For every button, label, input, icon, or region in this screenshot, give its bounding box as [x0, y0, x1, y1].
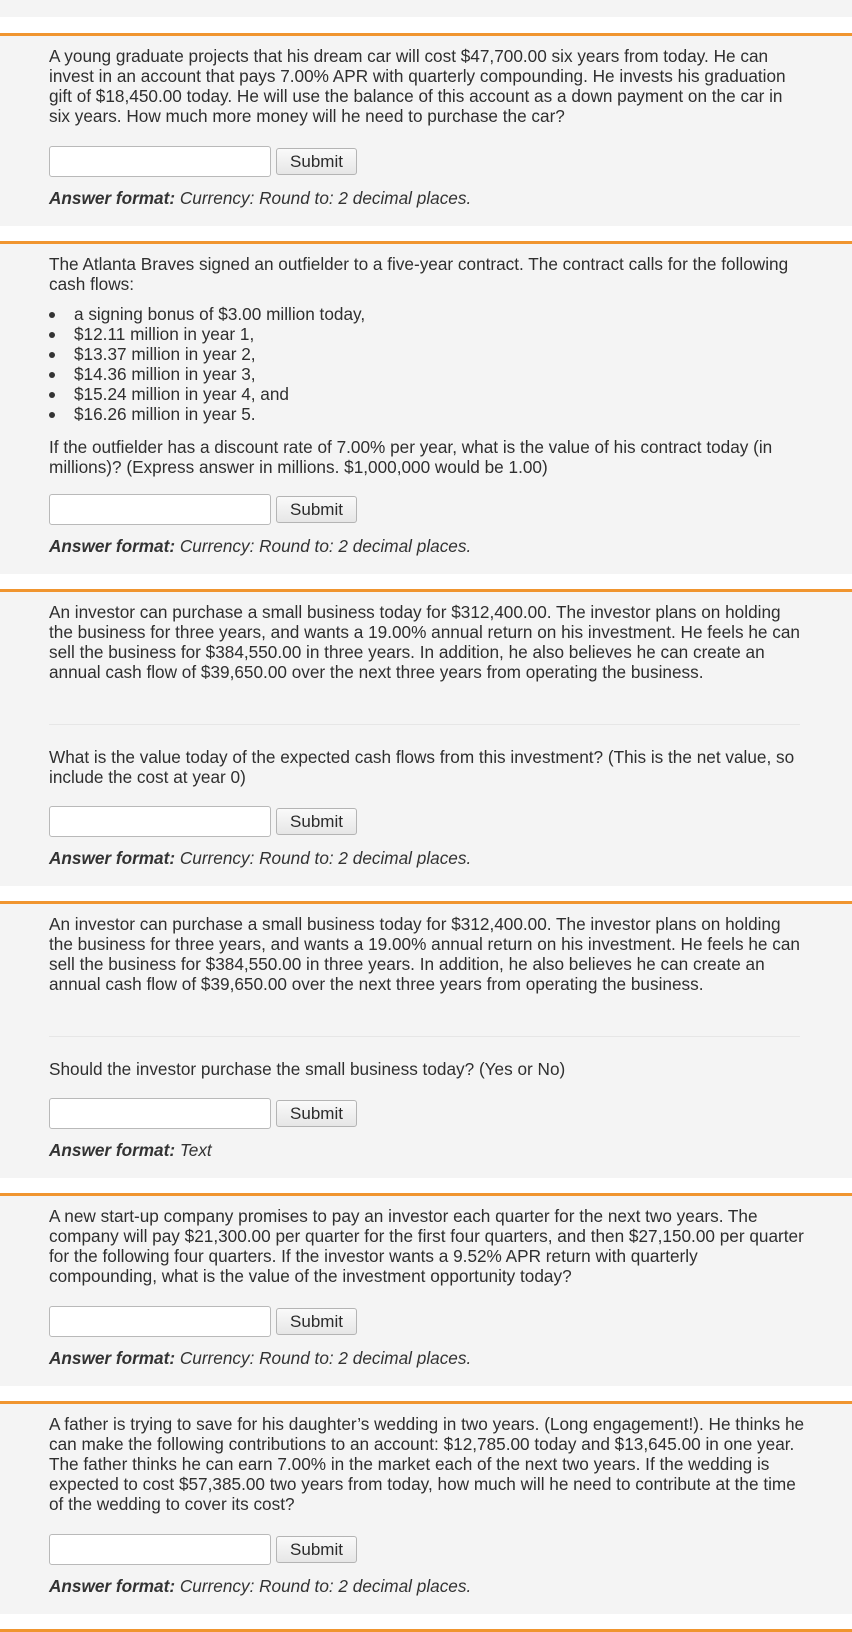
top-band	[0, 0, 852, 17]
submit-button[interactable]: Submit	[276, 808, 357, 835]
separator-band	[0, 1178, 852, 1193]
answer-input[interactable]	[49, 146, 271, 177]
bullet-icon	[49, 332, 55, 338]
question-text: A young graduate projects that his dream car will cost $47,700.00 six years from today. He can invest in an account that pays 7.00% APR with quarterly compounding. He invests his graduation gift of $18,450.00 today. He will use the balance of this account as a down payment on the car in six years. How much more money will he need to purchase the car?	[49, 46, 786, 126]
question-context: An investor can purchase a small business today for $312,400.00. The investor plans on holding the business for three years, and wants a 19.00% annual return on his investment. He feels he can sell the business for $384,550.00 in three years. In addition, he also believes he can create an annual cash flow of $39,650.00 over the next three years from operating the business.	[49, 914, 800, 994]
answer-format-label: Answer format:	[49, 1348, 176, 1368]
answer-format-value: Currency: Round to: 2 decimal places.	[179, 1348, 472, 1368]
answer-format	[49, 536, 471, 557]
separator-band	[0, 1386, 852, 1401]
question-card-2	[0, 241, 852, 574]
submit-button[interactable]: Submit	[276, 496, 357, 523]
answer-format-label: Answer format:	[49, 848, 176, 868]
answer-format	[49, 1140, 212, 1161]
question-text: A father is trying to save for his daughter’s wedding in two years. (Long engagement!). He thinks he can make the following contributions to an account: $12,785.00 today and $13,645.00 in one year. The father thinks he can earn 7.00% in the market each of the next two years. If the wedding is expected to cost $57,385.00 two years from today, how much will he need to contribute at the time of the wedding to cover its cost?	[49, 1414, 805, 1514]
question-text: A new start-up company promises to pay an investor each quarter for the next two years. The company will pay $21,300.00 per quarter for the first four quarters, and then $27,150.00 per quarter for the following four quarters. If the investor wants a 9.52% APR return with quarterly compounding, what is the value of the investment opportunity today?	[49, 1206, 804, 1286]
divider	[49, 1036, 800, 1037]
question-text: What is the value today of the expected cash flows from this investment? (This is the net value, so include the cost at year 0)	[49, 747, 795, 787]
question-card-6	[0, 1401, 852, 1632]
question-text: If the outfielder has a discount rate of 7.00% per year, what is the value of his contract today (in millions)? (Express answer in millions. $1,000,000 would be 1.00)	[49, 437, 773, 477]
list-item: $14.36 million in year 3,	[49, 364, 365, 384]
question-card-5	[0, 1193, 852, 1386]
answer-format-value: Currency: Round to: 2 decimal places.	[179, 536, 472, 556]
answer-input[interactable]	[49, 1534, 271, 1565]
bullet-icon	[49, 312, 55, 318]
bullet-icon	[49, 352, 55, 358]
answer-format-value: Currency: Round to: 2 decimal places.	[179, 188, 472, 208]
answer-input[interactable]	[49, 1306, 271, 1337]
separator-band	[0, 226, 852, 241]
answer-format	[49, 848, 471, 869]
answer-format	[49, 188, 471, 209]
question-card-4	[0, 901, 852, 1178]
submit-button[interactable]: Submit	[276, 1536, 357, 1563]
question-intro: The Atlanta Braves signed an outfielder to a five-year contract. The contract calls for the following cash flows:	[49, 254, 789, 294]
answer-input[interactable]	[49, 494, 271, 525]
bullet-icon	[49, 412, 55, 418]
divider	[49, 724, 800, 725]
answer-format-label: Answer format:	[49, 1140, 176, 1160]
answer-format-value: Currency: Round to: 2 decimal places.	[179, 848, 472, 868]
answer-format	[49, 1348, 471, 1369]
bullet-icon	[49, 392, 55, 398]
separator-band	[0, 574, 852, 589]
answer-format-label: Answer format:	[49, 1576, 176, 1596]
question-context: An investor can purchase a small business today for $312,400.00. The investor plans on holding the business for three years, and wants a 19.00% annual return on his investment. He feels he can sell the business for $384,550.00 in three years. In addition, he also believes he can create an annual cash flow of $39,650.00 over the next three years from operating the business.	[49, 602, 800, 682]
separator-band	[0, 886, 852, 901]
list-item: a signing bonus of $3.00 million today,	[49, 304, 365, 324]
answer-format-value: Text	[179, 1140, 212, 1160]
list-item: $15.24 million in year 4, and	[49, 384, 365, 404]
question-card-3	[0, 589, 852, 886]
separator-band	[0, 1614, 852, 1629]
list-item: $16.26 million in year 5.	[49, 404, 365, 424]
submit-button[interactable]: Submit	[276, 1308, 357, 1335]
question-text: Should the investor purchase the small business today? (Yes or No)	[49, 1059, 566, 1079]
answer-input[interactable]	[49, 806, 271, 837]
answer-input[interactable]	[49, 1098, 271, 1129]
submit-button[interactable]: Submit	[276, 148, 357, 175]
question-card-1	[0, 33, 852, 226]
separator-band	[0, 17, 852, 33]
answer-format-label: Answer format:	[49, 188, 176, 208]
answer-format-label: Answer format:	[49, 536, 176, 556]
list-item: $13.37 million in year 2,	[49, 344, 365, 364]
list-item: $12.11 million in year 1,	[49, 324, 365, 344]
bullet-icon	[49, 372, 55, 378]
answer-format-value: Currency: Round to: 2 decimal places.	[179, 1576, 472, 1596]
submit-button[interactable]: Submit	[276, 1100, 357, 1127]
answer-format	[49, 1576, 471, 1597]
cash-flow-list	[49, 304, 365, 424]
